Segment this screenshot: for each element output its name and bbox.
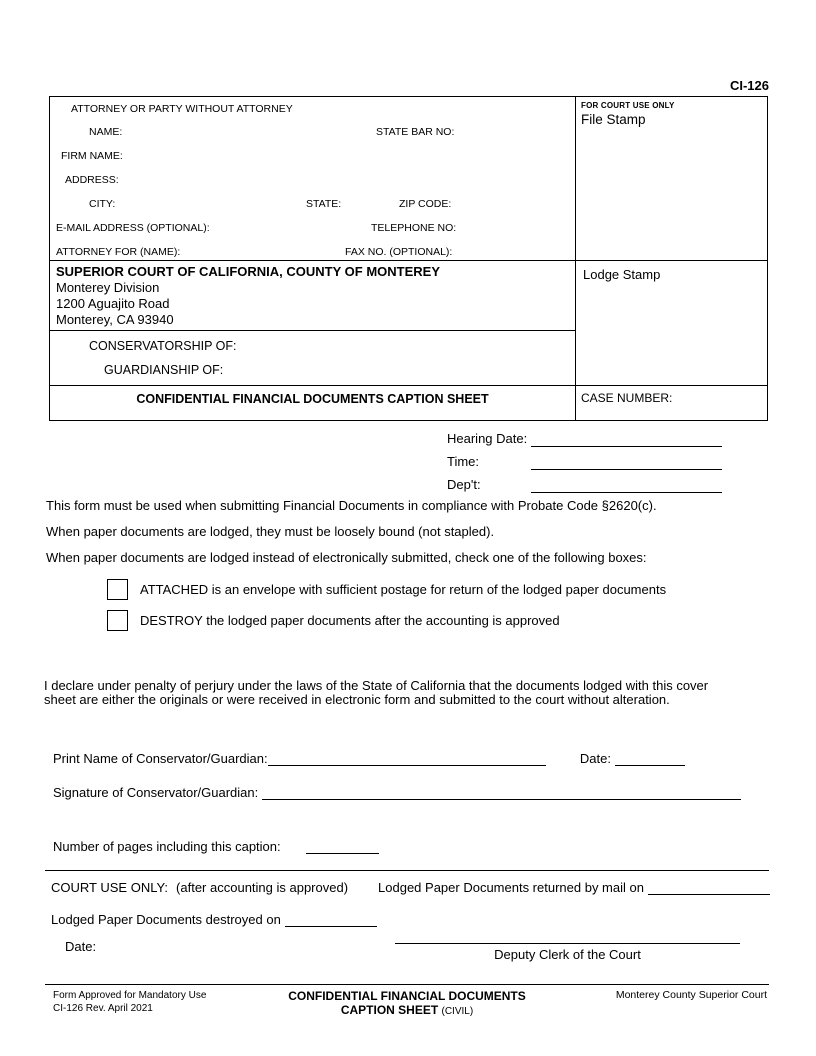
file-stamp-label: File Stamp (581, 112, 646, 127)
conservatorship-label: CONSERVATORSHIP OF: (89, 339, 237, 353)
attached-option-row (107, 579, 666, 600)
clerk-date-label: Date: (65, 939, 97, 954)
court-use-only-row (51, 879, 770, 895)
city-label: CITY: (89, 198, 116, 210)
firm-name-label: FIRM NAME: (61, 150, 123, 162)
case-number-label: CASE NUMBER: (581, 391, 673, 405)
footer-title-line2 (270, 1003, 544, 1019)
signature-line[interactable] (262, 784, 741, 800)
court-name: SUPERIOR COURT OF CALIFORNIA, COUNTY OF MONTEREY (56, 264, 440, 279)
print-name-label: Print Name of Conservator/Guardian: (53, 751, 268, 766)
destroyed-on-label: Lodged Paper Documents destroyed on (51, 912, 281, 927)
footer-approval-line1: Form Approved for Mandatory Use (53, 990, 207, 1001)
caption-box (49, 96, 768, 421)
zip-code-label: ZIP CODE: (399, 198, 452, 210)
court-use-only-note: (after accounting is approved) (176, 880, 349, 895)
hearing-info-block (447, 429, 722, 498)
deputy-clerk-line[interactable] (395, 925, 740, 944)
attorney-party-header: ATTORNEY OR PARTY WITHOUT ATTORNEY (71, 103, 293, 115)
form-number-label: CI-126 (729, 78, 769, 93)
fax-label: FAX NO. (OPTIONAL): (345, 246, 453, 258)
footer-caption-sheet-label: CAPTION SHEET (340, 1003, 439, 1017)
dept-label: Dep't: (447, 477, 481, 492)
date-label: Date: (579, 751, 611, 766)
instruction-text-3: When paper documents are lodged instead of electronically submitted, check one of the following boxes: (46, 550, 647, 565)
pages-label: Number of pages including this caption: (53, 839, 281, 854)
destroy-checkbox-label: DESTROY the lodged paper documents after the accounting is approved (140, 613, 560, 628)
signature-label: Signature of Conservator/Guardian: (53, 785, 259, 800)
hearing-dept-row (447, 475, 722, 498)
address-label: ADDRESS: (65, 174, 119, 186)
perjury-declaration-text: I declare under penalty of perjury under the laws of the State of California that the documents lodged with this cover sheet are either the originals or were received in electronic form and submitted to the court without alteration. (44, 678, 709, 707)
for-court-use-only-label: FOR COURT USE ONLY (581, 101, 675, 110)
footer-approval-line2: CI-126 Rev. April 2021 (53, 1003, 153, 1014)
lodge-stamp-area (576, 261, 767, 386)
name-label: NAME: (89, 126, 123, 138)
email-label: E-MAIL ADDRESS (OPTIONAL): (56, 222, 210, 234)
attached-checkbox-label: ATTACHED is an envelope with sufficient postage for return of the lodged paper documents (140, 582, 667, 597)
hearing-date-line[interactable] (531, 429, 722, 447)
court-division: Monterey Division (56, 280, 160, 295)
attached-checkbox[interactable] (107, 579, 128, 600)
court-use-only-header: COURT USE ONLY: (51, 880, 169, 895)
print-name-line[interactable] (268, 750, 546, 766)
footer-title-block (270, 989, 544, 1019)
footer-court-name: Monterey County Superior Court (615, 989, 767, 1001)
instruction-text-2: When paper documents are lodged, they must be loosely bound (not stapled). (46, 524, 495, 539)
time-line[interactable] (531, 452, 722, 470)
destroyed-on-line[interactable] (285, 911, 377, 927)
attorney-for-label: ATTORNEY FOR (NAME): (56, 246, 181, 258)
guardianship-label: GUARDIANSHIP OF: (104, 363, 224, 377)
state-label: STATE: (306, 198, 342, 210)
footer-approval-block (45, 989, 270, 1019)
hearing-time-row (447, 452, 722, 475)
date-line[interactable] (615, 750, 685, 766)
destroy-checkbox[interactable] (107, 610, 128, 631)
court-info-section (50, 261, 575, 331)
footer-title-line1: CONFIDENTIAL FINANCIAL DOCUMENTS (288, 989, 526, 1003)
case-number-area[interactable] (576, 386, 767, 420)
court-use-section-divider (45, 870, 769, 871)
destroyed-row (51, 911, 377, 927)
telephone-label: TELEPHONE NO: (371, 222, 457, 234)
deputy-clerk-label: Deputy Clerk of the Court (494, 947, 641, 962)
form-title: CONFIDENTIAL FINANCIAL DOCUMENTS CAPTION SHEET (136, 392, 489, 406)
pages-row (53, 838, 379, 854)
pages-line[interactable] (306, 838, 379, 854)
caption-box-right-column (576, 97, 767, 420)
hearing-date-row (447, 429, 722, 452)
case-type-section[interactable] (50, 331, 575, 386)
print-name-row (53, 750, 685, 766)
lodge-stamp-label: Lodge Stamp (583, 267, 661, 282)
signature-row (53, 784, 741, 800)
form-footer (45, 984, 769, 1019)
dept-line[interactable] (531, 475, 722, 493)
lodging-options-group (107, 579, 666, 641)
returned-by-mail-label: Lodged Paper Documents returned by mail on (378, 880, 644, 895)
attorney-info-section[interactable] (50, 97, 575, 261)
court-city-state-zip: Monterey, CA 93940 (56, 312, 174, 327)
file-stamp-area (576, 97, 767, 261)
footer-civil-label: (CIVIL) (441, 1006, 474, 1017)
state-bar-label: STATE BAR NO: (376, 126, 455, 138)
destroy-option-row (107, 610, 666, 631)
court-street-address: 1200 Aguajito Road (56, 296, 170, 311)
returned-by-mail-line[interactable] (648, 879, 770, 895)
time-label: Time: (447, 454, 480, 469)
hearing-date-label: Hearing Date: (447, 431, 528, 446)
instruction-text-1: This form must be used when submitting Financial Documents in compliance with Probate Code §2620(c). (46, 498, 657, 513)
caption-box-left-column (50, 97, 576, 420)
